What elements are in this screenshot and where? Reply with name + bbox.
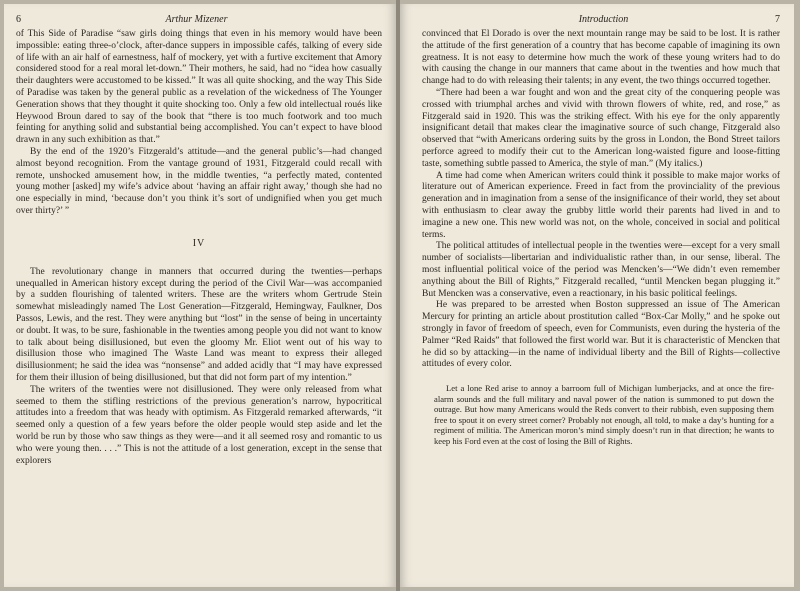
left-page xyxy=(4,4,396,587)
paragraph: The writers of the twenties were not disillusioned. They were only released from what seemed to them the stifling restrictions of the previous generation’s narrow, hypocritical attitudes into a freedom that was heady with optimism. As Fitzgerald remarked afterwards, “it seemed only a question of a few years before the older people would step aside and let the world be run by those who saw things as they were—and it all seemed rosy and romantic to us who were young then. . . .” This is not the attitude of a lost generation, except in the sense that explorers xyxy=(16,384,382,466)
right-page xyxy=(400,4,794,587)
quote-text: Let a lone Red arise to annoy a barroom full of Michigan lumberjacks, and at once the fire-alarm sounds and the full military and naval power of the nation is summoned to put down the outrage. But how many Americans would the Reds convert to their rubbish, even supposing them free to spout it on every street corner? Probably not enough, all told, to make a day’s hunting for a regiment of militia. The American moron’s mind simply doesn’t run in that direction; he wants to keep his Ford even at the cost of losing the Bill of Rights. xyxy=(434,383,774,447)
paragraph: “There had been a war fought and won and the great city of the conquering people was crossed with triumphal arches and vivid with thrown flowers of white, red, and rose,” as Fitzgerald said in 1920. This was the striking effect. With his eye for the only apparently insignificant detail that makes clear the imaginative source of such change, Fitzgerald also observed that “with Americans ordering suits by the gross in London, the Bond Street tailors perforce agreed to modify their cut to the American long-waisted figure and loose-fitting taste, something subtle passed to America, the style of man.” (My italics.) xyxy=(422,87,780,169)
right-page-number: 7 xyxy=(775,14,780,25)
paragraph: of This Side of Paradise “saw girls doing things that even in his memory would have been impossible: eating three-o’clock, after-dance suppers in impossible cafés, talking of every side of life with an air half of earnestness, half of mockery, yet with a furtive excitement that Amory considered stood for a real moral let-down.” Their mothers, he said, had no “idea how casually their daughters were accustomed to be kissed.” It was all quite shocking, and the way This Side of Paradise was taken by the general public as a revelation of the wickedness of The Younger Generation shows that they thought it quite shocking too. Only a few old intellectual roués like Heywood Broun dared to say of the book that “there is too much footwork and too much feinting for anything solid and substantial being accomplished. You can’t expect to have blood drawn in any such exhibition as that.” xyxy=(16,29,382,146)
paragraph: convinced that El Dorado is over the next mountain range may be said to be lost. It is rather the attitude of the first generation of a country that has become capable of imagining its own greatness. It is not easy to determine how much the work of these young writers had to do with causing the change in our manners that came about in the twenties and how much that change had to do with releasing their talents; in any event, the two things occurred together. xyxy=(422,29,780,87)
paragraph: The revolutionary change in manners that occurred during the twenties—perhaps unequalled in American history except during the period of the Civil War—was accompanied by a sudden flourishing of talented writers. These are the writers whom Gertrude Stein somewhat misleadingly named The Lost Generation—Fitzgerald, Hemingway, Faulkner, Dos Passos, Lewis, and the rest. They were anything but “lost” in the sense of being in uncertainty or doubt. It was, to be sure, fashionable in the twenties among people you did not want to know to talk about being disillusioned, but even the gloomy Mr. Eliot went out of his way to disillusion those who imagined The Waste Land was meant to express their alleged disillusionment; he said the idea was “nonsense” and added acidly that “I may have expressed for them their illusion of being disillusioned, but that did not form part of my intention.” xyxy=(16,266,382,383)
left-page-header xyxy=(16,14,382,25)
right-page-body xyxy=(422,29,780,447)
paragraph: The political attitudes of intellectual people in the twenties were—except for a very small number of socialists—libertarian and individualistic rather than, in our sense, liberal. The most influential political voice of the period was Mencken’s—“We didn’t even remember anything about the Bill of Rights,” Fitzgerald recalled, “until Mencken began plugging it.” But Mencken was a conservative, even a reactionary, in his basic political feelings. xyxy=(422,241,780,299)
paragraph: By the end of the 1920’s Fitzgerald’s attitude—and the general public’s—had changed almost beyond recognition. From the vantage ground of 1931, Fitzgerald could recall with remote, unshocked amusement how, in the middle twenties, “a perfectly mated, contented young mother [asked] my wife’s advice about ‘having an affair right away,’ though she had no one especially in mind, ‘because don’t you think it’s sort of undignified when you get much over thirty?’ ” xyxy=(16,146,382,216)
left-page-number: 6 xyxy=(16,14,21,25)
left-running-head: Arthur Mizener xyxy=(165,14,228,25)
left-page-body xyxy=(16,29,382,467)
right-page-header xyxy=(422,14,780,25)
paragraph: A time had come when American writers could think it possible to make major works of literature out of American experience. Freed in fact from the provinciality of the previous generation and in imagination from a sense of the insignificance of their world, they set about with enthusiasm to clear away the grubby little world their parents had lived in and to imagine a new one. This new world was not, on the whole, conceived in social and political terms. xyxy=(422,170,780,240)
right-running-head: Introduction xyxy=(578,14,629,25)
paragraph: He was prepared to be arrested when Boston suppressed an issue of The American Mercury for printing an article about prostitution called “Box-Car Molly,” and he spoke out strongly in favor of freedom of speech, even for Communists, even during the hysteria of the Palmer “Red Raids” that followed the first world war. But it is characteristic of Mencken that he did so by attacking—in the name of individual liberty and the Bill of Rights—collective attitudes of every color. xyxy=(422,300,780,370)
section-number: IV xyxy=(192,237,206,249)
block-quote xyxy=(434,383,774,447)
